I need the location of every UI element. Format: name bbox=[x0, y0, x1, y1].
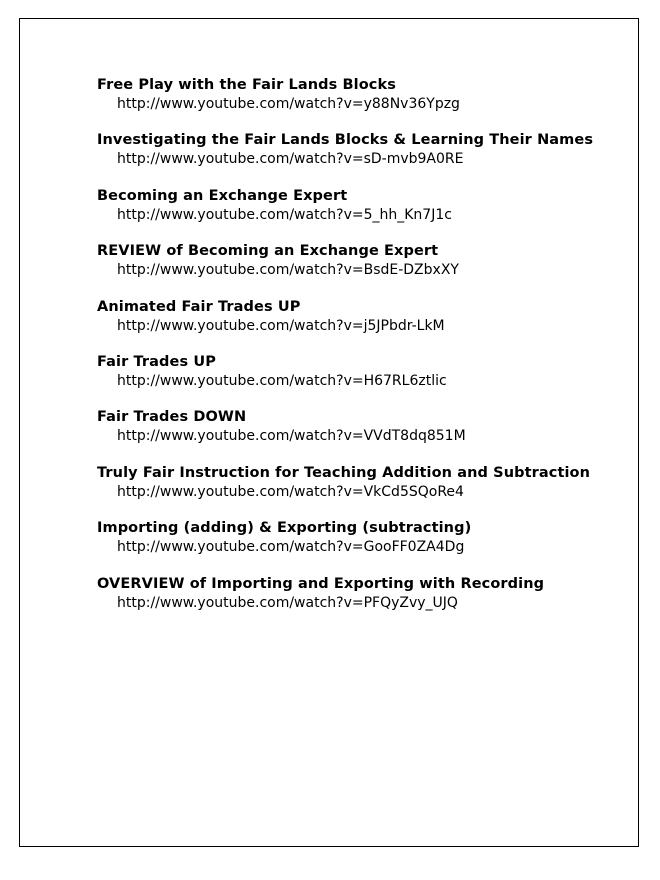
video-title: REVIEW of Becoming an Exchange Expert bbox=[97, 243, 439, 260]
list-item bbox=[97, 353, 627, 408]
video-title: Animated Fair Trades UP bbox=[97, 298, 301, 315]
video-url-link[interactable]: http://www.youtube.com/watch?v=VVdT8dq851M bbox=[117, 428, 466, 445]
video-title: OVERVIEW of Importing and Exporting with Recording bbox=[97, 575, 545, 592]
video-url-link[interactable]: http://www.youtube.com/watch?v=5_hh_Kn7J1c bbox=[117, 206, 452, 223]
video-url-link[interactable]: http://www.youtube.com/watch?v=PFQyZvy_UJQ bbox=[117, 594, 458, 611]
video-url-link[interactable]: http://www.youtube.com/watch?v=sD-mvb9A0RE bbox=[117, 151, 464, 168]
video-title: Investigating the Fair Lands Blocks & Learning Their Names bbox=[97, 132, 594, 149]
video-title: Fair Trades UP bbox=[97, 353, 216, 370]
list-item bbox=[97, 187, 627, 242]
video-title: Importing (adding) & Exporting (subtracting) bbox=[97, 520, 472, 537]
video-url-link[interactable]: http://www.youtube.com/watch?v=BsdE-DZbxXY bbox=[117, 262, 459, 279]
video-url-link[interactable]: http://www.youtube.com/watch?v=VkCd5SQoRe4 bbox=[117, 483, 464, 500]
video-url-link[interactable]: http://www.youtube.com/watch?v=j5JPbdr-LkM bbox=[117, 317, 445, 334]
video-url-link[interactable]: http://www.youtube.com/watch?v=y88Nv36Ypzg bbox=[117, 96, 460, 112]
video-title: Truly Fair Instruction for Teaching Addition and Subtraction bbox=[97, 464, 591, 481]
list-item bbox=[97, 298, 627, 353]
video-title: Free Play with the Fair Lands Blocks bbox=[97, 77, 396, 93]
list-item bbox=[97, 242, 627, 297]
list-item bbox=[97, 131, 627, 186]
list-item bbox=[97, 76, 627, 131]
video-url-link[interactable]: http://www.youtube.com/watch?v=GooFF0ZA4Dg bbox=[117, 539, 465, 556]
video-link-list bbox=[97, 76, 627, 630]
video-title: Becoming an Exchange Expert bbox=[97, 187, 348, 204]
video-url-link[interactable]: http://www.youtube.com/watch?v=H67RL6ztlic bbox=[117, 372, 447, 389]
list-item bbox=[97, 519, 627, 574]
list-item bbox=[97, 408, 627, 463]
list-item bbox=[97, 464, 627, 519]
video-title: Fair Trades DOWN bbox=[97, 409, 247, 426]
list-item bbox=[97, 575, 627, 630]
